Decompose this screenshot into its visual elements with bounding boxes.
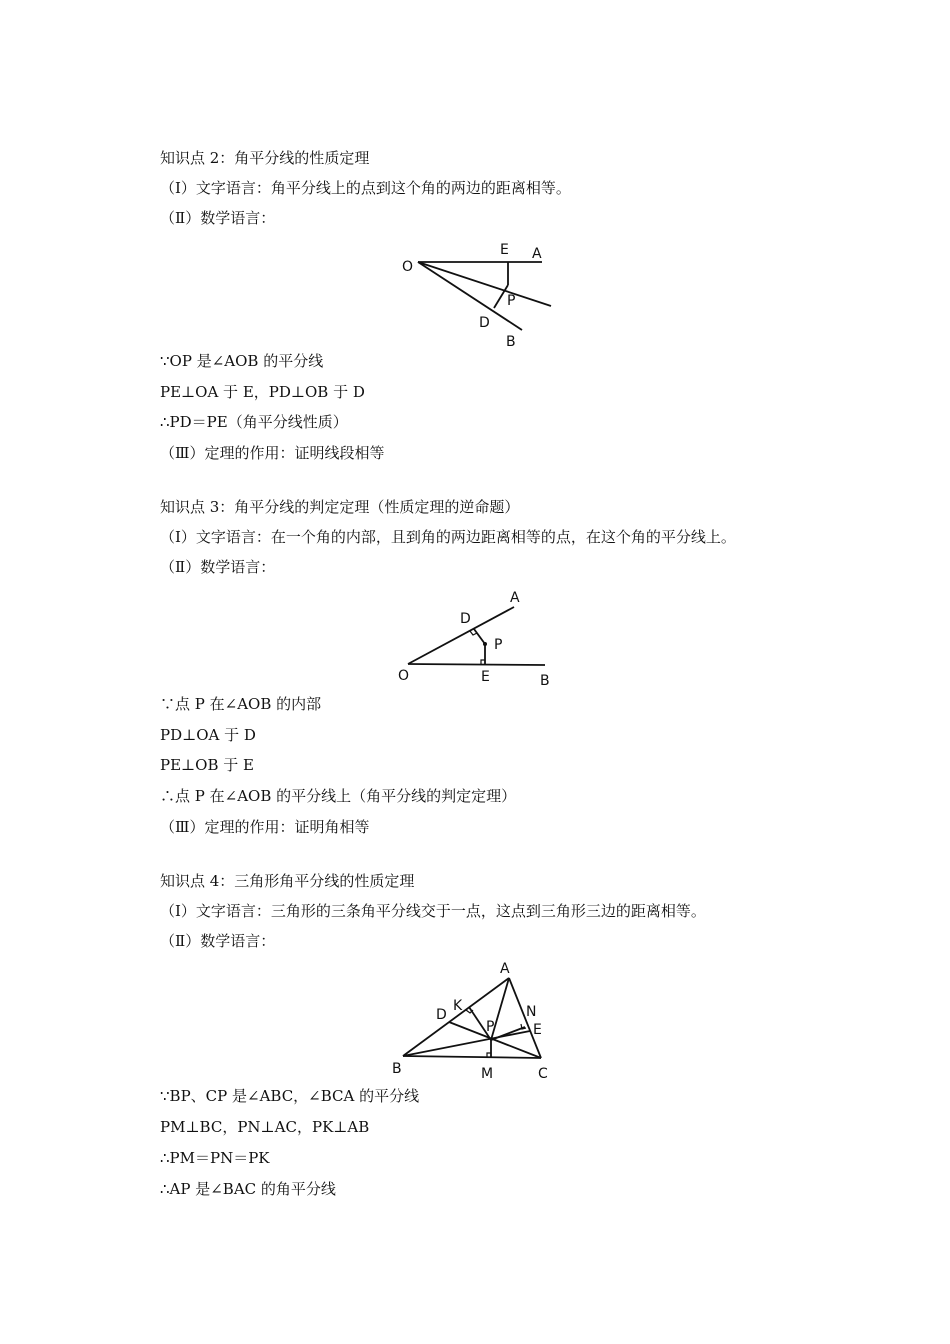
triangle-incenter-figure: [385, 956, 565, 1082]
label-o: O: [402, 259, 414, 275]
right-angle-mark-n: [521, 1024, 526, 1029]
section4-proof-line-2: PM⊥BC，PN⊥AC，PK⊥AB: [160, 1118, 370, 1136]
label-k: K: [453, 998, 463, 1014]
section3-text-language: （Ⅰ）文字语言：在一个角的内部，且到角的两边距离相等的点，在这个角的平分线上。: [160, 528, 736, 546]
bisector-be: [403, 1031, 530, 1056]
label-e: E: [533, 1022, 542, 1038]
label-d: D: [479, 315, 490, 331]
angle-bisector-property-figure: [390, 238, 570, 350]
section4-title: 知识点 4：三角形角平分线的性质定理: [160, 872, 415, 890]
section2-proof-line-2: PE⊥OA 于 E，PD⊥OB 于 D: [160, 383, 365, 401]
side-bc: [403, 1056, 541, 1058]
label-a: A: [532, 246, 542, 262]
angle-bisector-converse-figure: [390, 586, 570, 690]
label-b: B: [392, 1061, 402, 1077]
section4-proof-line-3: ∴PM＝PN＝PK: [160, 1149, 270, 1167]
segment-pd: [474, 629, 485, 644]
label-p: P: [486, 1019, 495, 1035]
label-e: E: [500, 242, 509, 258]
side-ab: [403, 978, 509, 1056]
section2-title: 知识点 2：角平分线的性质定理: [160, 149, 370, 167]
section3-math-language: （Ⅱ）数学语言：: [160, 558, 276, 576]
section3-proof-line-4: ∴点 P 在∠AOB 的平分线上（角平分线的判定定理）: [160, 787, 517, 805]
label-b: B: [506, 334, 516, 350]
label-n: N: [526, 1004, 537, 1020]
label-p: P: [507, 293, 516, 309]
point-p: [483, 642, 487, 646]
section2-math-language: （Ⅱ）数学语言：: [160, 209, 276, 227]
section4-proof-line-4: ∴AP 是∠BAC 的角平分线: [160, 1180, 336, 1198]
section3-title: 知识点 3：角平分线的判定定理（性质定理的逆命题）: [160, 498, 520, 516]
label-a: A: [510, 590, 520, 606]
section3-proof-line-3: PE⊥OB 于 E: [160, 756, 254, 774]
section3-proof-line-2: PD⊥OA 于 D: [160, 726, 256, 744]
label-c: C: [538, 1066, 548, 1082]
bisector-op: [418, 262, 551, 306]
label-d: D: [460, 611, 471, 627]
section2-proof-line-3: ∴PD＝PE（角平分线性质）: [160, 413, 348, 431]
section3-proof-line-1: ∵点 P 在∠AOB 的内部: [160, 695, 322, 713]
label-a: A: [500, 961, 510, 977]
label-o: O: [398, 668, 410, 684]
label-e: E: [481, 669, 490, 685]
label-b: B: [540, 673, 550, 689]
label-p: P: [494, 637, 503, 653]
section4-proof-line-1: ∵BP、CP 是∠ABC，∠BCA 的平分线: [160, 1087, 420, 1105]
section2-text-language: （Ⅰ）文字语言：角平分线上的点到这个角的两边的距离相等。: [160, 179, 571, 197]
section2-proof-line-1: ∵OP 是∠AOB 的平分线: [160, 352, 324, 370]
section4-text-language: （Ⅰ）文字语言：三角形的三条角平分线交于一点，这点到三角形三边的距离相等。: [160, 902, 706, 920]
section4-math-language: （Ⅱ）数学语言：: [160, 932, 276, 950]
ray-ob: [408, 664, 545, 665]
section2-usage: （Ⅲ）定理的作用：证明线段相等: [160, 444, 385, 462]
label-d: D: [436, 1007, 447, 1023]
label-m: M: [481, 1066, 494, 1082]
section3-usage: （Ⅲ）定理的作用：证明角相等: [160, 818, 370, 836]
